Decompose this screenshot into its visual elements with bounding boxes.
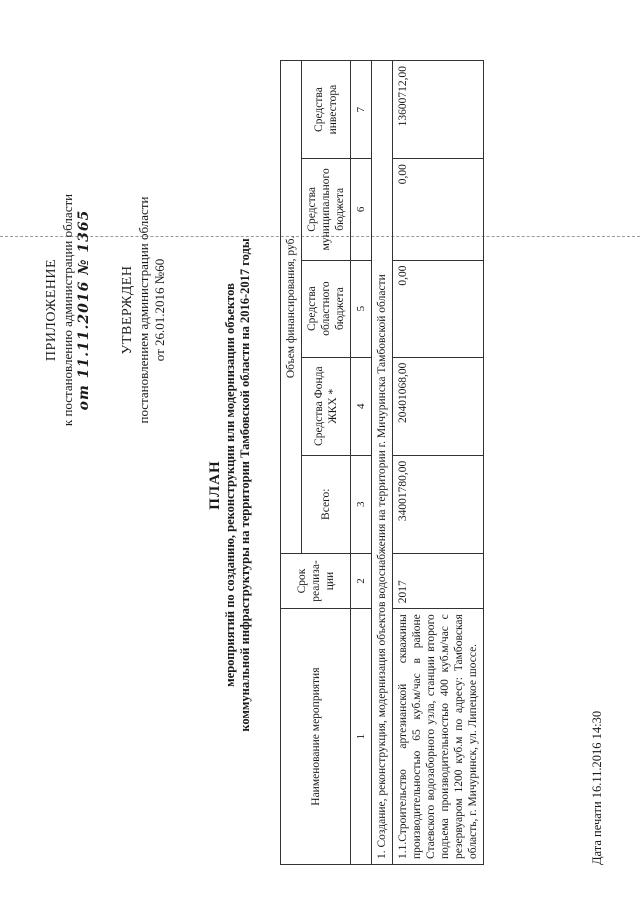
print-date: Дата печати 16.11.2016 14:30 [590,710,604,865]
column-number: 1 [351,609,372,865]
approval-line-1: постановлением администрации области [136,196,151,424]
column-number: 2 [351,553,372,608]
item-municipal: 0,00 [393,159,484,260]
column-number: 4 [351,357,372,455]
plan-title: ПЛАН [207,460,223,510]
header-row [281,61,302,865]
column-number: 6 [351,159,372,260]
plan-subtitle-2: коммунальной инфраструктуры на территории Тамбовской области на 2016-2017 годы [238,238,252,732]
column-number: 7 [351,61,372,159]
header-total: Всего: [302,455,351,553]
approval-line-2: от 26.01.2016 №60 [152,258,167,362]
appendix-block [44,100,92,520]
section-row [372,61,393,865]
plan-heading [208,185,253,785]
item-term: 2017 [393,553,484,608]
header-municipal: Средства муниципального бюджета [302,159,351,260]
plan-table [280,60,484,865]
section-title: 1. Создание, реконструкция, модернизация объектов водоснабжения на территории г. Мичуринска Тамбовской области [372,61,393,865]
appendix-title: ПРИЛОЖЕНИЕ [44,258,59,362]
header-name: Наименование мероприятия [281,609,351,865]
header-term: Срок реализа-ции [281,553,351,608]
header-fund: Средства Фонда ЖКХ * [302,357,351,455]
approval-title: УТВЕРЖДЕН [120,265,135,355]
header-volume: Объем финансирования, руб. [281,61,302,554]
column-number-row [351,61,372,865]
table-row [393,61,484,865]
approval-block [120,100,168,520]
handwritten-number: от 11.11.2016 № 1365 [76,209,92,411]
appendix-line: к постановлению администрации области [60,193,75,427]
header-regional: Средства областного бюджета [302,260,351,357]
item-total: 34001780,00 [393,455,484,553]
column-number: 3 [351,455,372,553]
item-investor: 13600712,00 [393,61,484,159]
item-regional: 0,00 [393,260,484,357]
header-investor: Средства инвестора [302,61,351,159]
item-name: 1.1.Строительство артезианской скважины производительностью 65 куб.м/час в районе Стаевского водозаборного узла, станции второго подъема производительностью 400 куб.м/час с резервуаром 1200 куб.м по адресу: Тамбовская область, г. Мичуринск, ул. Липецкое шоссе. [393,609,484,865]
plan-subtitle-1: мероприятий по созданию, реконструкции или модернизации объектов [223,283,237,687]
item-fund: 20401068,00 [393,357,484,455]
column-number: 5 [351,260,372,357]
